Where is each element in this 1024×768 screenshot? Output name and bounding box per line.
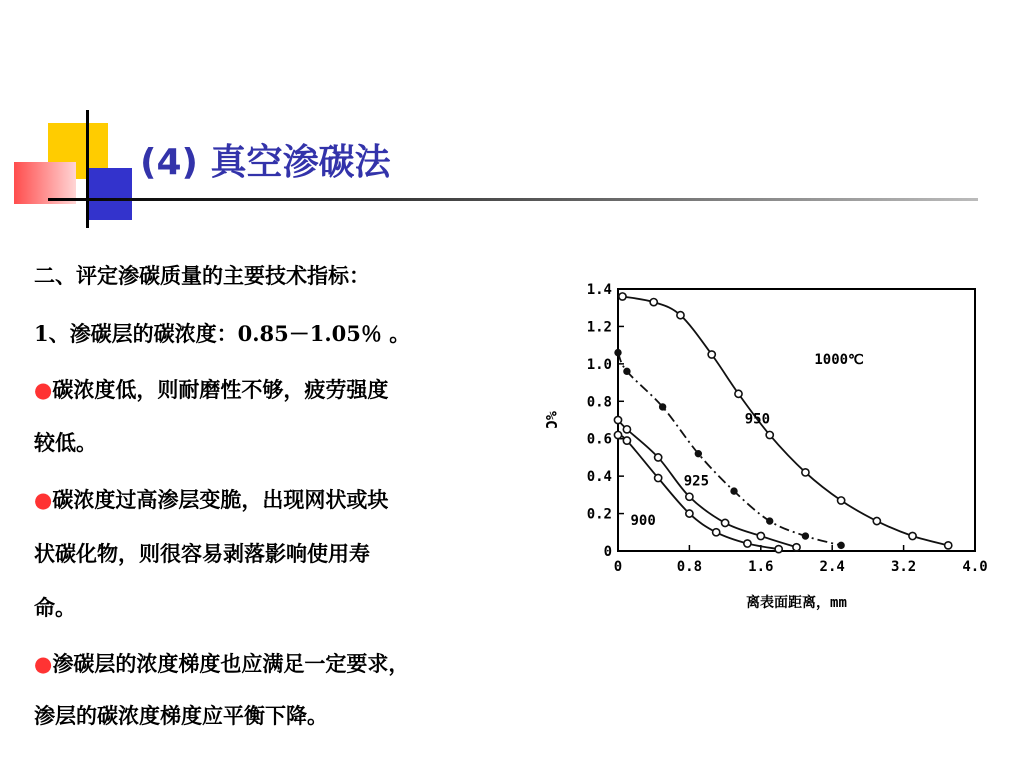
x-tick-label: 4.0	[962, 559, 988, 575]
y-tick-label: 0.6	[586, 431, 612, 448]
bullet-dot-icon: ●	[34, 377, 53, 402]
series-point	[614, 416, 621, 423]
slide-title: (4) 真空渗碳法	[140, 142, 391, 183]
series-point	[695, 450, 701, 456]
series-point	[802, 533, 808, 539]
series-point	[767, 518, 773, 524]
series-point	[650, 299, 657, 306]
bullet-low-concentration	[34, 374, 534, 404]
series-point	[731, 488, 737, 494]
bullet-text-continued: 命。	[34, 595, 76, 620]
series-point	[744, 540, 751, 547]
series-point	[838, 542, 844, 548]
decor-vertical-line	[86, 110, 89, 228]
series-point	[713, 529, 720, 536]
y-tick-label: 1.0	[586, 356, 612, 373]
bullet-text-continued: 状碳化物，则很容易剥落影响使用寿	[34, 541, 370, 566]
series-point	[793, 544, 800, 551]
y-tick-label: 0	[603, 544, 612, 560]
series-point	[624, 368, 630, 374]
series-point	[873, 517, 880, 524]
x-tick-label: 0	[613, 559, 623, 575]
y-tick-label: 0.2	[586, 506, 612, 523]
plot-frame	[618, 289, 975, 551]
x-tick-label: 1.6	[748, 559, 774, 575]
series-label: 950	[744, 411, 771, 428]
series-line	[622, 296, 948, 545]
series-point	[623, 437, 630, 444]
series-point	[735, 390, 742, 397]
x-tick-label: 3.2	[890, 559, 917, 575]
bullet-text: 碳浓度过高渗层变脆，出现网状或块	[52, 487, 389, 512]
y-tick-label: 1.4	[586, 282, 612, 298]
series-point	[615, 349, 621, 355]
bullet-text-continued: 渗层的碳浓度梯度应平衡下降。	[34, 703, 328, 728]
series-point	[686, 510, 693, 517]
series-point	[677, 312, 684, 319]
series-point	[766, 431, 773, 438]
title-underline	[48, 198, 978, 201]
series-point	[655, 454, 662, 461]
carbon-profile-chart	[520, 270, 1010, 630]
series-point	[623, 426, 630, 433]
x-tick-label: 2.4	[819, 559, 845, 575]
x-tick-label: 0.8	[676, 559, 703, 575]
y-tick-label: 0.8	[586, 394, 612, 411]
series-point	[686, 493, 693, 500]
y-tick-label: 1.2	[586, 319, 612, 336]
bullet-text-continued: 较低。	[34, 430, 97, 455]
y-axis-label: %C	[542, 410, 560, 430]
bullet-text: 碳浓度低，则耐磨性不够，疲劳强度	[52, 377, 389, 402]
carbon-concentration-item: 1、渗碳层的碳浓度：0.85－1.05％ 。	[34, 321, 411, 346]
bullet-dot-icon: ●	[34, 487, 53, 512]
series-point	[708, 351, 715, 358]
series-point	[614, 431, 621, 438]
series-label: 925	[683, 473, 710, 490]
decor-blue-square	[88, 168, 132, 220]
x-axis-label: 离表面距离，mm	[746, 595, 847, 611]
series-point	[757, 532, 764, 539]
bullet-text: 渗碳层的浓度梯度也应满足一定要求，	[52, 651, 410, 676]
series-point	[775, 546, 782, 553]
series-point	[722, 519, 729, 526]
series-label: 1000℃	[814, 351, 864, 368]
series-point	[655, 474, 662, 481]
series-point	[838, 497, 845, 504]
bullet-gradient-requirement	[34, 648, 534, 678]
series-point	[909, 532, 916, 539]
section-heading: 二、评定渗碳质量的主要技术指标：	[34, 263, 370, 288]
series-point	[659, 404, 665, 410]
series-point	[619, 293, 626, 300]
series-point	[802, 469, 809, 476]
bullet-dot-icon: ●	[34, 651, 53, 676]
bullet-high-concentration	[34, 484, 534, 514]
series-label: 900	[630, 512, 656, 529]
series-point	[945, 542, 952, 549]
y-tick-label: 0.4	[586, 469, 612, 486]
